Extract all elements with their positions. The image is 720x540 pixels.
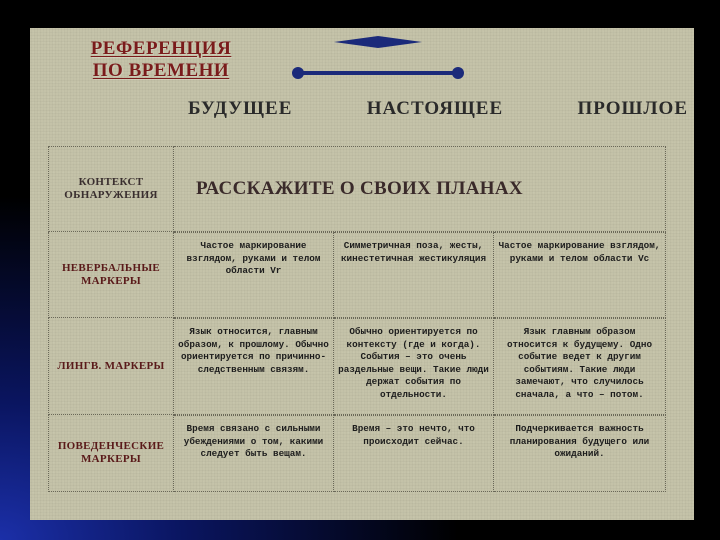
slide [30,28,694,520]
table-cell: Время связано с сильными убеждениями о том, какими следует быть вещам. [174,415,334,492]
table-cell: Частое маркирование взглядом, руками и телом области Vr [174,232,334,318]
table-banner: РАССКАЖИТЕ О СВОИХ ПЛАНАХ [174,146,666,232]
timeline-end-dot-icon [452,67,464,79]
row-label-behavioral: ПОВЕДЕНЧЕСКИЕ МАРКЕРЫ [48,415,174,492]
tense-labels [188,98,688,120]
table-cell: Язык главным образом относится к будущему. Одно событие ведет к другим событиям. Такие люди замечают, что случилось сначала, а что – потом. [494,318,666,415]
title-line-2: ПО ВРЕМЕНИ [92,60,230,81]
table-cell: Частое маркирование взглядом, руками и телом области Vc [494,232,666,318]
tense-future: БУДУЩЕЕ [188,98,293,119]
table-cell: Симметричная поза, жесты, кинестетичная жестикуляция [334,232,494,318]
timeline-start-dot-icon [292,67,304,79]
tense-present: НАСТОЯЩЕЕ [366,98,504,119]
table-cell: Обычно ориентируется по контексту (где и когда). События – это очень раздельные вещи. Такие люди держат события по отдельности. [334,318,494,415]
row-label-nonverbal: НЕВЕРБАЛЬНЫЕ МАРКЕРЫ [48,232,174,318]
timeline-graphic [288,36,468,86]
markers-table [48,146,666,492]
context-header: КОНТЕКСТ ОБНАРУЖЕНИЯ [48,146,174,232]
table-cell: Язык относится, главным образом, к прошлому. Обычно ориентируется по причинно-следственным связям. [174,318,334,415]
tense-past: ПРОШЛОЕ [577,98,688,119]
row-label-linguistic: ЛИНГВ. МАРКЕРЫ [48,318,174,415]
slide-title [66,38,256,82]
table-cell: Время – это нечто, что происходит сейчас. [334,415,494,492]
title-line-1: РЕФЕРЕНЦИЯ [90,38,232,59]
timeline-diamond-icon [334,36,422,48]
table-cell: Подчеркивается важность планирования будущего или ожиданий. [494,415,666,492]
